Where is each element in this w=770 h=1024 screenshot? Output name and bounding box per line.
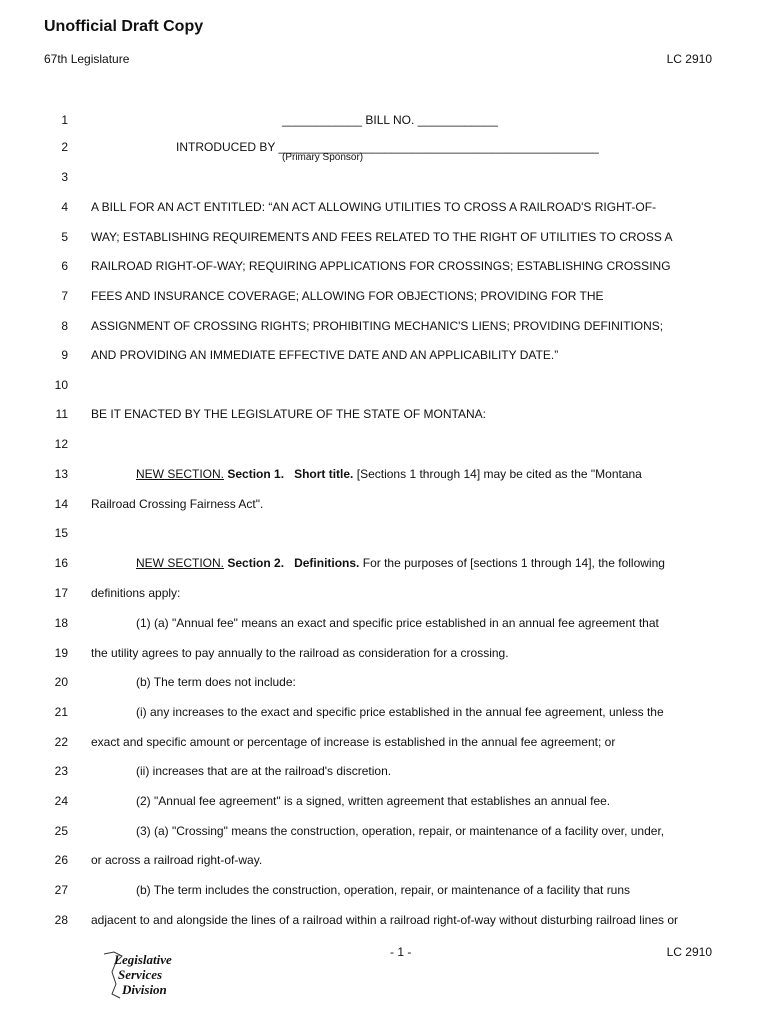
section-number: Section 1. [227, 467, 285, 481]
bill-line-13 [0, 464, 770, 484]
bill-line-11 [0, 404, 770, 424]
bill-line-10 [0, 375, 770, 395]
bill-line-19 [0, 643, 770, 663]
line-number: 7 [61, 289, 68, 303]
line-text: the utility agrees to pay annually to the railroad as consideration for a crossing. [91, 646, 509, 660]
line-text: AND PROVIDING AN IMMEDIATE EFFECTIVE DATE AND AN APPLICABILITY DATE.” [91, 348, 559, 362]
line-text: adjacent to and alongside the lines of a railroad within a railroad right-of-way without disturbing railroad lines or [91, 913, 678, 927]
bill-line-12 [0, 434, 770, 454]
line-number: 18 [54, 616, 68, 630]
line-number: 24 [54, 794, 68, 808]
section-text: [Sections 1 through 14] may be cited as the "Montana [356, 467, 642, 481]
bill-line-23 [0, 761, 770, 781]
line-number: 16 [54, 556, 68, 570]
lc-number-footer: LC 2910 [666, 945, 712, 959]
line-text: (b) The term does not include: [136, 675, 296, 689]
legislature-label: 67th Legislature [44, 52, 130, 66]
draft-title: Unofficial Draft Copy [44, 18, 204, 35]
line-text: (1) (a) "Annual fee" means an exact and specific price established in an annual fee agreement that [136, 616, 659, 630]
section-title: Definitions. [294, 556, 360, 570]
bill-line-6 [0, 256, 770, 276]
line-text: A BILL FOR AN ACT ENTITLED: “AN ACT ALLOWING UTILITIES TO CROSS A RAILROAD'S RIGHT-OF- [91, 200, 657, 214]
line-number: 1 [61, 113, 68, 127]
bill-line-3 [0, 167, 770, 187]
logo-text-1: Legislative [114, 952, 172, 967]
new-section-label: NEW SECTION. [136, 467, 225, 481]
section-text: For the purposes of [sections 1 through 14], the following [362, 556, 665, 570]
line-number: 11 [55, 407, 68, 421]
line-text: RAILROAD RIGHT-OF-WAY; REQUIRING APPLICATIONS FOR CROSSINGS; ESTABLISHING CROSSING [91, 259, 671, 273]
bill-line-9 [0, 345, 770, 365]
line-text: ASSIGNMENT OF CROSSING RIGHTS; PROHIBITING MECHANIC'S LIENS; PROVIDING DEFINITIONS; [91, 319, 664, 333]
bill-line-28 [0, 910, 770, 930]
line-number: 23 [54, 764, 68, 778]
bill-line-15 [0, 523, 770, 543]
line-text: (2) "Annual fee agreement" is a signed, written agreement that establishes an annual fee. [136, 794, 611, 808]
bill-line-22 [0, 732, 770, 752]
bill-line-8 [0, 316, 770, 336]
line-number: 5 [61, 230, 68, 244]
bill-line-18 [0, 613, 770, 633]
logo-text-3: Division [122, 982, 167, 997]
line-text: exact and specific amount or percentage of increase is established in the annual fee agreement; or [91, 735, 616, 749]
section-title: Short title. [294, 467, 354, 481]
bill-line-4 [0, 197, 770, 217]
bill-line-14 [0, 494, 770, 514]
bill-line-25 [0, 821, 770, 841]
line-number: 14 [54, 497, 68, 511]
bill-number-field: ____________ BILL NO. ____________ [282, 113, 498, 127]
line-number: 27 [54, 883, 68, 897]
line-number: 6 [61, 259, 68, 273]
line-number: 9 [61, 348, 68, 362]
bill-line-5 [0, 227, 770, 247]
line-text: WAY; ESTABLISHING REQUIREMENTS AND FEES RELATED TO THE RIGHT OF UTILITIES TO CROSS A [91, 230, 673, 244]
primary-sponsor-note: (Primary Sponsor) [282, 152, 364, 163]
bill-line-21 [0, 702, 770, 722]
line-number: 2 [61, 140, 68, 154]
page-number: - 1 - [390, 945, 412, 959]
line-text: (i) any increases to the exact and specific price established in the annual fee agreement, unless the [136, 705, 664, 719]
bill-line-20 [0, 672, 770, 692]
bill-line-27 [0, 880, 770, 900]
logo-text-2: Services [118, 967, 163, 982]
lc-number-header: LC 2910 [666, 52, 712, 66]
line-number: 25 [54, 824, 68, 838]
enacting-clause: BE IT ENACTED BY THE LEGISLATURE OF THE STATE OF MONTANA: [91, 407, 486, 421]
line-text: (b) The term includes the construction, operation, repair, or maintenance of a facility that runs [136, 883, 631, 897]
section-2-heading [136, 553, 665, 573]
introduced-by-field: INTRODUCED BY ________________________________________________ [176, 140, 599, 154]
line-number: 3 [61, 170, 68, 184]
bill-line-1 [0, 110, 770, 130]
section-1-heading [136, 464, 642, 484]
bill-line-26 [0, 850, 770, 870]
line-number: 10 [54, 378, 68, 392]
line-text: (ii) increases that are at the railroad's discretion. [136, 764, 392, 778]
line-number: 19 [54, 646, 68, 660]
line-number: 13 [54, 467, 68, 481]
line-number: 17 [54, 586, 68, 600]
bill-line-16 [0, 553, 770, 573]
line-number: 12 [54, 437, 68, 451]
bill-line-2 [0, 137, 770, 157]
bill-line-17 [0, 583, 770, 603]
line-number: 21 [54, 705, 68, 719]
line-number: 28 [54, 913, 68, 927]
line-number: 15 [54, 526, 68, 540]
line-text: Railroad Crossing Fairness Act". [91, 497, 264, 511]
line-number: 4 [61, 200, 68, 214]
section-number: Section 2. [227, 556, 285, 570]
line-text: or across a railroad right-of-way. [91, 853, 263, 867]
bill-line-7 [0, 286, 770, 306]
bill-line-24 [0, 791, 770, 811]
line-number: 22 [54, 735, 68, 749]
line-number: 20 [54, 675, 68, 689]
line-text: FEES AND INSURANCE COVERAGE; ALLOWING FOR OBJECTIONS; PROVIDING FOR THE [91, 289, 604, 303]
new-section-label: NEW SECTION. [136, 556, 225, 570]
line-text: definitions apply: [91, 586, 181, 600]
line-text: (3) (a) "Crossing" means the construction, operation, repair, or maintenance of a facility over, under, [136, 824, 665, 838]
line-number: 8 [61, 319, 68, 333]
legislative-services-division-logo [100, 950, 195, 1000]
line-number: 26 [54, 853, 68, 867]
